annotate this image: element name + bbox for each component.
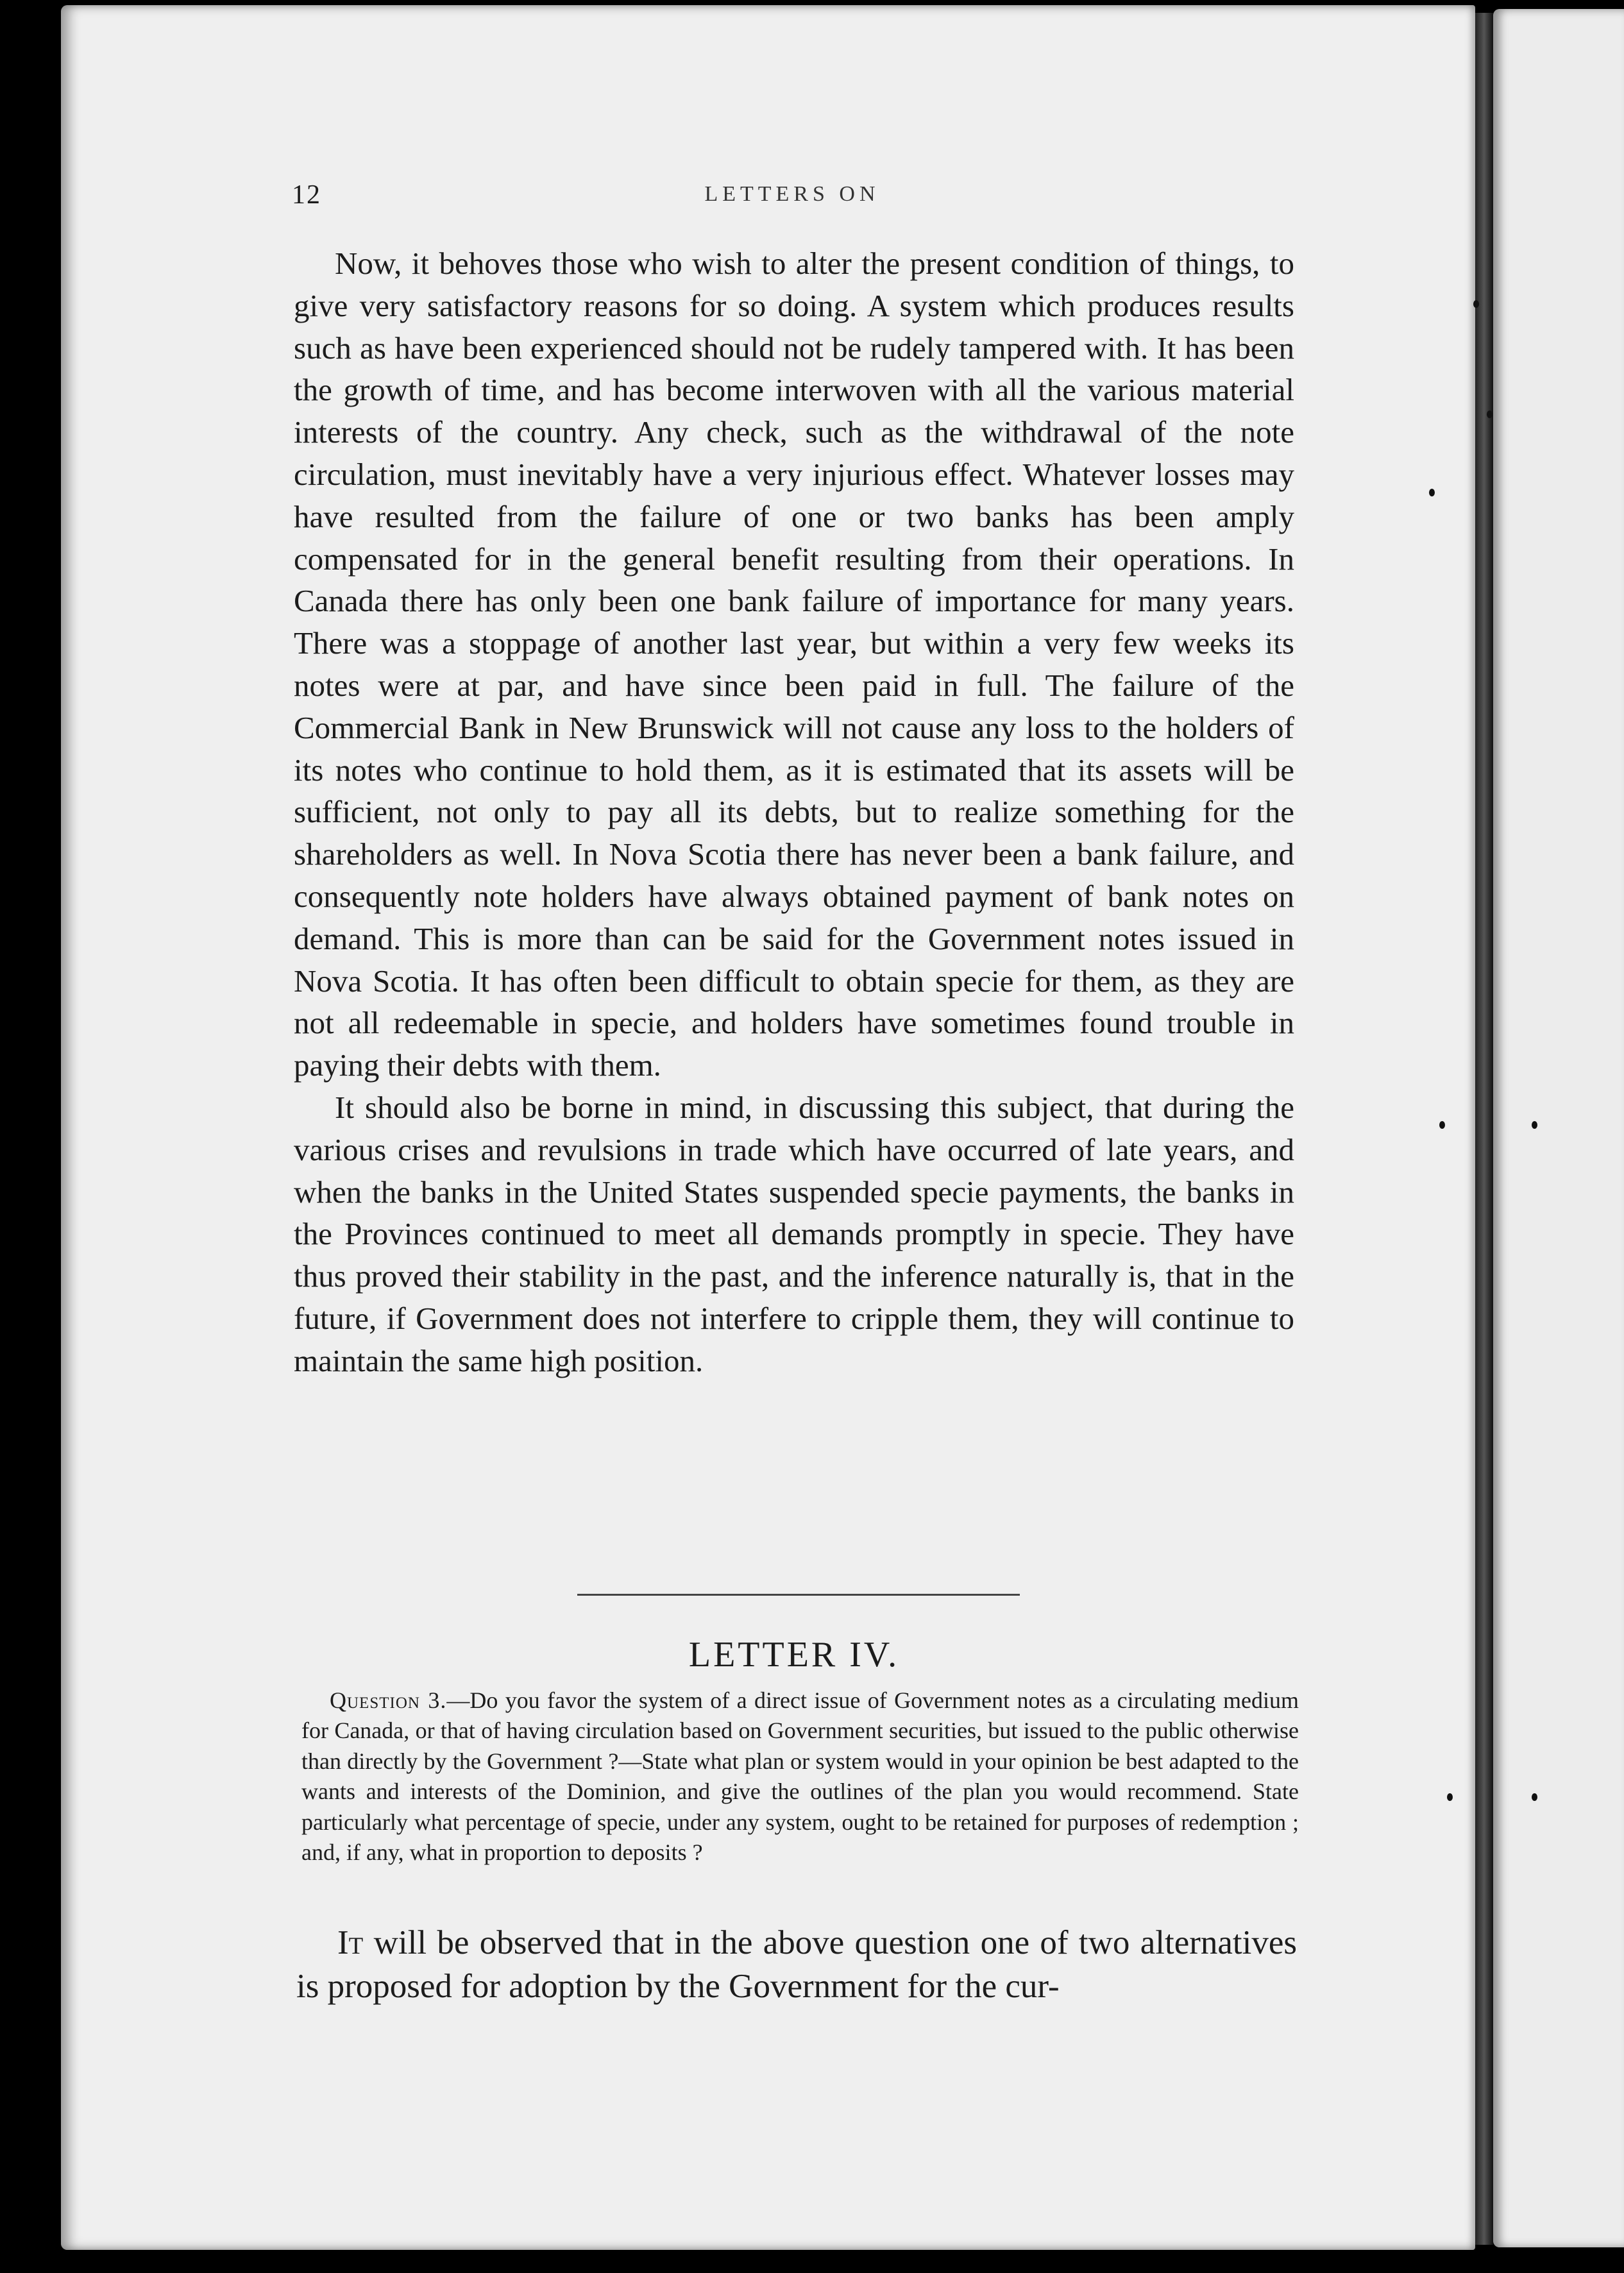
scan-speck [1429, 489, 1435, 496]
book-gutter [1475, 13, 1493, 2245]
answer-text: will be observed that in the above question one of two alternatives is proposed for adoption by the Government for the cur- [296, 1924, 1297, 2005]
page-number: 12 [292, 180, 321, 210]
scan-speck [1473, 300, 1479, 308]
body-text [294, 242, 1294, 1382]
answer-paragraph [296, 1921, 1297, 2008]
question-block [301, 1686, 1299, 1868]
scan-speck [1532, 1121, 1537, 1129]
paragraph: Now, it behoves those who wish to alter the present condition of things, to give very satisfactory reasons for so doing. A system which produces results such as have been experienced should not be rudely tampered with. It has been the growth of time, and has become interwoven with all the various material interests of the country. Any check, such as the withdrawal of the note circulation, must inevitably have a very injurious effect. Whatever losses may have resulted from the failure of one or two banks has been amply compensated for in the general benefit resulting from their operations. In Canada there has only been one bank failure of importance for many years. There was a stoppage of another last year, but within a very few weeks its notes were at par, and have since been paid in full. The failure of the Commercial Bank in New Brunswick will not cause any loss to the holders of its notes who continue to hold them, as it is estimated that its assets will be sufficient, not only to pay all its debts, but to realize something for the shareholders as well. In Nova Scotia there has never been a bank failure, and consequently note holders have always obtained payment of bank notes on demand. This is more than can be said for the Government notes issued in Nova Scotia. It has often been difficult to obtain specie for them, as they are not all redeemable in specie, and holders have sometimes found trouble in paying their debts with them. [294, 246, 1294, 1083]
scan-speck [1447, 1793, 1453, 1801]
page-header [292, 180, 1292, 218]
answer-lead: It [337, 1924, 364, 1961]
facing-page-edge [1493, 9, 1624, 2247]
section-divider [577, 1594, 1020, 1596]
scan-speck [1487, 410, 1493, 418]
scan-speck [1532, 1793, 1537, 1801]
scan-speck [1439, 1121, 1445, 1129]
question-text: —Do you favor the system of a direct issue of Government notes as a circulating medium for Canada, or that of having circulation based on Government securities, but issued to the public otherwise than directly by the Government ?—State what plan or system would in your opinion be best adapted to the wants and interests of the Dominion, and give the outlines of the plan you would recommend. State particularly what percentage of specie, under any system, ought to be retained for purposes of redemption ; and, if any, what in proportion to deposits ? [301, 1687, 1299, 1866]
paragraph: It should also be borne in mind, in discussing this subject, that during the various crises and revulsions in trade which have occurred of late years, and when the banks in the United States suspended specie payments, the banks in the Provinces continued to meet all demands promptly in specie. They have thus proved their stability in the past, and the inference naturally is, that in the future, if Government does not interfere to cripple them, they will continue to maintain the same high position. [294, 1089, 1294, 1378]
question-label: Question 3. [330, 1687, 447, 1713]
running-head: LETTERS ON [704, 182, 880, 206]
letter-heading: LETTER IV. [688, 1635, 900, 1675]
